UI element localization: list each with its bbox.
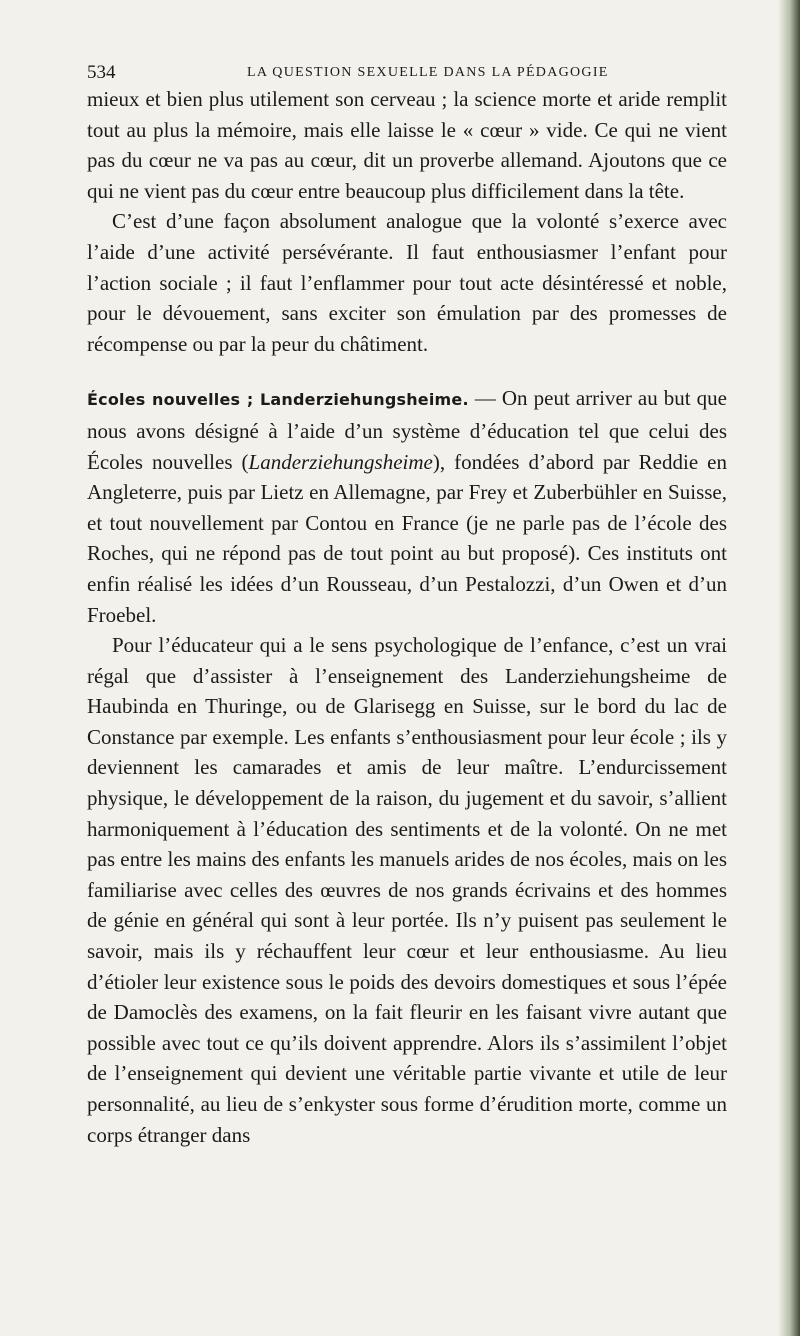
page-edge-shadow [778,0,800,1336]
running-title: LA QUESTION SEXUELLE DANS LA PÉDAGOGIE [247,65,609,80]
body-text [87,84,727,1150]
running-header [87,62,727,86]
paragraph-3-lead: — On peut arriver au but que nous avons désigné à l’aide d’un système d’éducation tel que celui des Écoles nouvelles ( [87,386,727,474]
page-number: 534 [87,62,116,83]
paragraph-3-italic-term: Landerziehungsheime [248,449,433,474]
paragraph-4: Pour l’éducateur qui a le sens psychologique de l’enfance, c’est un vrai régal que d’assister à l’enseignement des Landerziehungsheime de Haubinda en Thuringe, ou de Glarisegg en Suisse, sur le bord du lac de Constance par exemple. Les enfants s’enthousiasment pour leur école ; ils y deviennent les camarades et amis de leur maître. L’endurcissement physique, le développement de la raison, du jugement et du savoir, s’allient harmoniquement à l’éducation des sentiments et de la volonté. On ne met pas entre les mains des enfants les manuels arides de nos écoles, mais on les familiarise avec celles des œuvres de nos grands écrivains et des hommes de génie en général qui sont à leur portée. Ils n’y puisent pas seulement le savoir, mais ils y réchauffent leur cœur et leur enthousiasme. Au lieu d’étioler leur existence sous le poids des devoirs domestiques et sous l’épée de Damoclès des examens, on la fait fleurir en les faisant vivre autant que possible avec tout ce qu’ils doivent apprendre. Alors ils s’assimilent l’objet de l’enseignement qui devient une véritable partie vivante et utile de leur personnalité, au lieu de s’enkyster sous forme d’érudition morte, comme un corps étranger dans [87,633,727,1147]
paragraph-2: C’est d’une façon absolument analogue que la volonté s’exerce avec l’aide d’une activité persévérante. Il faut enthousiasmer l’enfant pour l’action sociale ; il faut l’enflammer pour tout acte désintéressé et noble, pour le dévouement, sans exciter son émulation par des promesses de récompense ou par la peur du châtiment. [87,209,727,356]
paragraph-3-rest: ), fondées d’abord par Reddie en Angleterre, puis par Lietz en Allemagne, par Frey et Zuberbühler en Suisse, et tout nouvellement par Contou en France (je ne parle pas de l’école des Roches, qui ne répond pas de tout point au but proposé). Ces instituts ont enfin réalisé les idées d’un Rousseau, d’un Pestalozzi, d’un Owen et d’un Froebel. [87,449,728,627]
paragraph-3 [87,383,727,630]
paragraph-1: mieux et bien plus utilement son cerveau ; la science morte et aride remplit tout au plus la mémoire, mais elle laisse le « cœur » vide. Ce qui ne vient pas du cœur ne va pas au cœur, dit un proverbe allemand. Ajoutons que ce qui ne vient pas du cœur entre beaucoup plus difficilement dans la tête. [87,87,727,203]
section-heading: Écoles nouvelles ; Landerziehungsheime. [87,390,469,410]
